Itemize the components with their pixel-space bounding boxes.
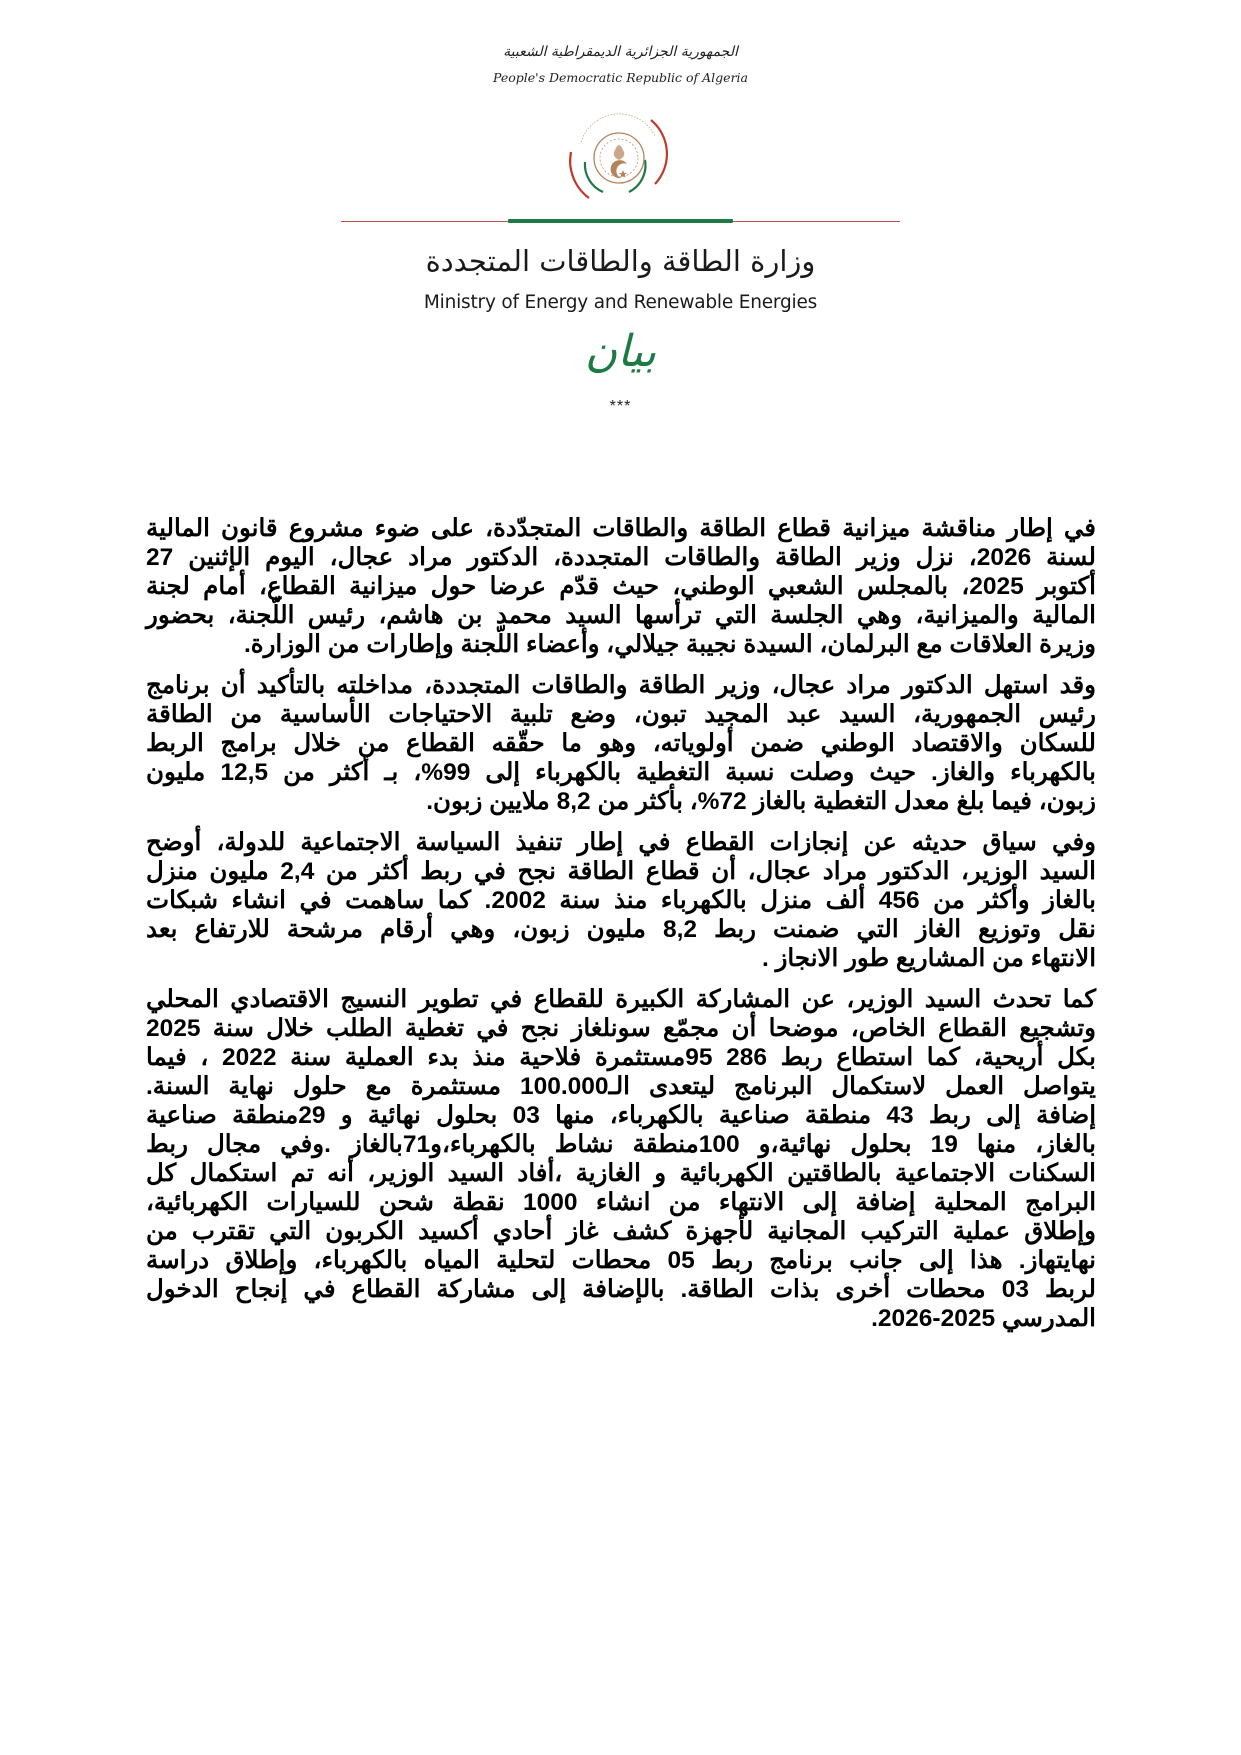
text-line: لسنة 2026، نزل وزير الطاقة والطاقات المتجددة، الدكتور مراد عجال، اليوم الإثنين 27: [146, 544, 1097, 571]
paragraph-2: [146, 671, 1096, 816]
text-line: نقل وتوزيع الغاز التي ضمنت ربط 8,2 مليون زبون، وهي أرقام مرشحة للارتفاع بعد: [146, 916, 1096, 943]
paragraph-3: [146, 828, 1096, 973]
text-line: إضافة إلى ربط 43 منطقة صناعية بالكهرباء، منها 03 بحلول نهائية و 29منطقة صناعية: [146, 1102, 1097, 1129]
text-line: للسكان والاقتصاد الوطني ضمن أولوياته، وهو ما حقّقه القطاع من خلال برامج الربط: [146, 730, 1096, 757]
header-divider-accent: [508, 219, 733, 223]
text-line: كما تحدث السيد الوزير، عن المشاركة الكبيرة للقطاع في تطوير النسيج الاقتصادي المحلي: [146, 986, 1096, 1013]
text-line: المالية والميزانية، وهي الجلسة التي ترأسها السيد محمد بن هاشم، رئيس اللّجنة، بحضور: [146, 602, 1096, 629]
text-line: السكنات الاجتماعية بالطاقتين الكهربائية و الغازية ،أفاد السيد الوزير، أنه تم استكمال كل: [146, 1160, 1096, 1187]
text-line: وفي سياق حديثه عن إنجازات القطاع في إطار تنفيذ السياسة الاجتماعية للدولة، أوضح: [146, 829, 1096, 856]
text-line: بكل أريحية، كما استطاع ربط 286 95مستثمرة فلاحية منذ بدء العملية سنة 2022 ، فيما: [146, 1044, 1096, 1071]
text-line: نهايتهاز. هذا إلى جانب برنامج ربط 05 محطات لتحلية المياه بالكهرباء، وإطلاق دراسة: [146, 1247, 1096, 1274]
text-line: البرامج المحلية إضافة إلى الانتهاء من انشاء 1000 نقطة شحن للسيارات الكهربائية،: [146, 1189, 1097, 1216]
text-line: وزيرة العلاقات مع البرلمان، السيدة نجيبة جيلالي، وأعضاء اللّجنة وإطارات من الوزارة.: [243, 631, 1096, 658]
ministry-seal-icon: [559, 112, 679, 202]
document-type-title: بيان: [584, 326, 657, 377]
letterhead: [0, 0, 1241, 470]
text-line: لربط 03 محطات أخرى بذات الطاقة. بالإضافة إلى مشاركة القطاع في إنجاح الدخول: [146, 1276, 1097, 1303]
text-line: وقد استهل الدكتور مراد عجال، وزير الطاقة والطاقات المتجددة، مداخلته بالتأكيد أن برنامج: [146, 672, 1096, 699]
text-line: وإطلاق عملية التركيب المجانية لأجهزة كشف غاز أحادي أكسيد الكربون التي تقترب من: [146, 1218, 1096, 1245]
text-line: رئيس الجمهورية، السيد عبد المجيد تبون، وضع تلبية الاحتياجات الأساسية من الطاقة: [146, 701, 1096, 728]
ministry-name-arabic: وزارة الطاقة والطاقات المتجددة: [425, 244, 816, 278]
text-line: في إطار مناقشة ميزانية قطاع الطاقة والطاقات المتجدّدة، على ضوء مشروع قانون المالية: [146, 515, 1096, 542]
text-line: يتواصل العمل لاستكمال البرنامج ليتعدى الـ100.000 مستثمرة مع حلول نهاية السنة.: [146, 1073, 1096, 1100]
text-line: زبون، فيما بلغ معدل التغطية بالغاز 72%، بأكثر من 8,2 ملايين زبون.: [426, 788, 1096, 815]
text-line: الانتهاء من المشاريع طور الانجاز .: [761, 945, 1096, 972]
text-line: بالكهرباء والغاز. حيث وصلت نسبة التغطية بالكهرباء إلى 99%، بـ أكثر من 12,5 مليون: [146, 759, 1097, 786]
text-line: بالغاز، منها 19 بحلول نهائية،و 100منطقة نشاط بالكهرباء،و71بالغاز .وفي مجال ربط: [146, 1131, 1096, 1158]
text-line: السيد الوزير، الدكتور مراد عجال، أن قطاع الطاقة نجح في ربط أكثر من 2,4 مليون منزل: [146, 858, 1096, 885]
ministry-name-english: Ministry of Energy and Renewable Energies: [423, 292, 818, 313]
text-line: بالغاز وأكثر من 456 ألف منزل بالكهرباء منذ سنة 2002. كما ساهمت في انشاء شبكات: [146, 887, 1096, 914]
republic-name-arabic: الجمهورية الجزائرية الديمقراطية الشعبية: [503, 44, 738, 60]
republic-name-english: People's Democratic Republic of Algeria: [492, 70, 749, 85]
section-separator: ***: [609, 398, 632, 415]
paragraph-4: [146, 985, 1096, 1333]
text-line: وتشجيع القطاع الخاص، موضحا أن مجمّع سونلغاز نجح في تغطية الطلب خلال سنة 2025: [146, 1015, 1096, 1042]
text-line: أكتوبر 2025، بالمجلس الشعبي الوطني، حيث قدّم عرضا حول ميزانية القطاع، أمام لجنة: [146, 573, 1096, 600]
statement-body: [146, 514, 1096, 1345]
paragraph-1: [146, 514, 1096, 659]
text-line: المدرسي 2025-2026.: [871, 1305, 1096, 1332]
